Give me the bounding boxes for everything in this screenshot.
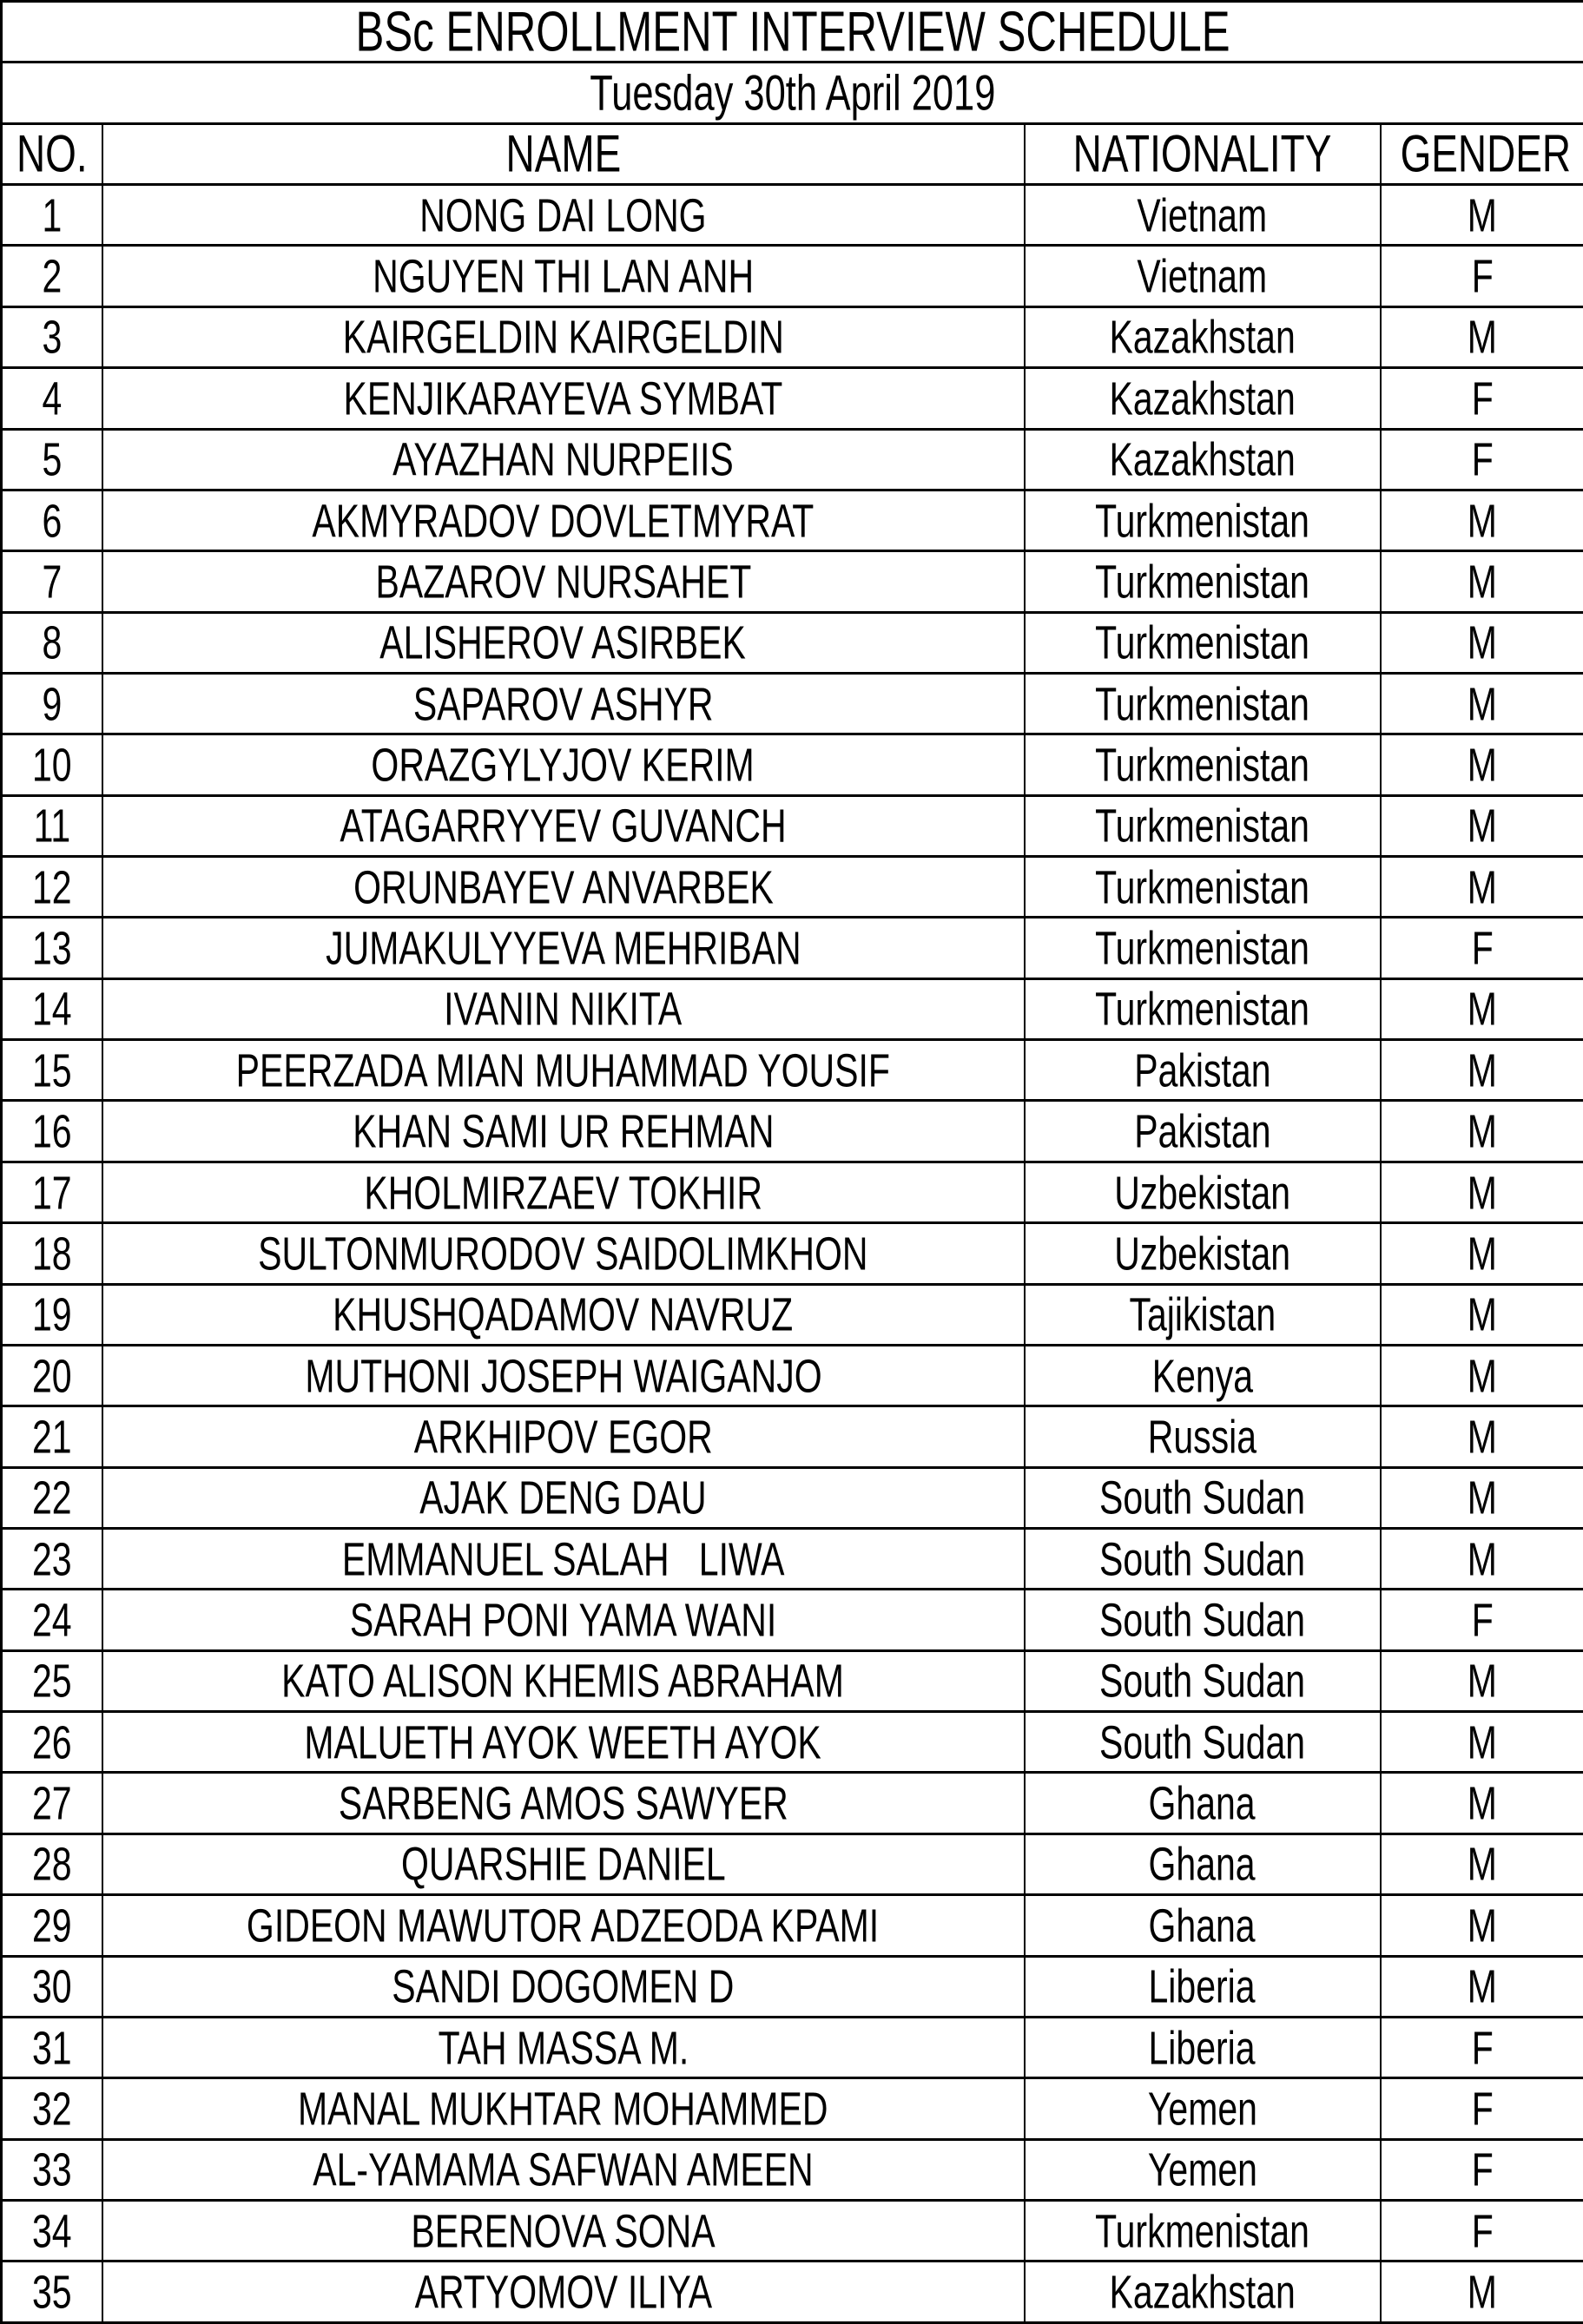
gender-cell: F <box>1381 1590 1583 1650</box>
table-row <box>2 2261 1583 2323</box>
table-row <box>2 857 1583 918</box>
schedule-date <box>2 63 1583 123</box>
page-title-text: BSc ENROLLMENT INTERVIEW SCHEDULE <box>355 1 1230 63</box>
schedule-date-text: Tuesday 30th April 2019 <box>590 65 996 121</box>
nationality-cell: South Sudan <box>1025 1467 1381 1528</box>
gender-cell: M <box>1381 795 1583 856</box>
no-cell: 31 <box>2 2017 102 2077</box>
gender-cell: M <box>1381 857 1583 918</box>
nationality-cell: Kenya <box>1025 1345 1381 1406</box>
nationality-cell: Ghana <box>1025 1895 1381 1956</box>
gender-cell: F <box>1381 246 1583 306</box>
nationality-cell: Uzbekistan <box>1025 1162 1381 1222</box>
name-cell: GIDEON MAWUTOR ADZEODA KPAMI <box>102 1895 1025 1956</box>
table-row <box>2 1040 1583 1101</box>
gender-cell: M <box>1381 185 1583 246</box>
gender-cell: M <box>1381 551 1583 612</box>
table-row <box>2 368 1583 429</box>
table-row <box>2 1528 1583 1589</box>
nationality-cell: Pakistan <box>1025 1101 1381 1162</box>
nationality-cell: Turkmenistan <box>1025 551 1381 612</box>
table-row <box>2 1284 1583 1345</box>
gender-cell: F <box>1381 429 1583 490</box>
no-cell: 14 <box>2 978 102 1039</box>
nationality-cell: Kazakhstan <box>1025 306 1381 367</box>
name-cell: ARKHIPOV EGOR <box>102 1406 1025 1467</box>
gender-cell: F <box>1381 2017 1583 2077</box>
no-cell: 25 <box>2 1650 102 1711</box>
no-cell: 11 <box>2 795 102 856</box>
table-row <box>2 490 1583 550</box>
no-cell: 12 <box>2 857 102 918</box>
name-cell: ARTYOMOV ILIYA <box>102 2261 1025 2323</box>
nationality-cell: Russia <box>1025 1406 1381 1467</box>
name-cell: AL-YAMAMA SAFWAN AMEEN <box>102 2139 1025 2200</box>
no-cell: 4 <box>2 368 102 429</box>
name-cell: KAIRGELDIN KAIRGELDIN <box>102 306 1025 367</box>
name-cell: ATAGARRYYEV GUVANCH <box>102 795 1025 856</box>
table-row <box>2 2139 1583 2200</box>
name-cell: BAZAROV NURSAHET <box>102 551 1025 612</box>
table-row <box>2 978 1583 1039</box>
gender-cell: F <box>1381 918 1583 978</box>
table-row <box>2 1101 1583 1162</box>
nationality-cell: South Sudan <box>1025 1650 1381 1711</box>
gender-cell: M <box>1381 673 1583 734</box>
name-cell: AYAZHAN NURPEIIS <box>102 429 1025 490</box>
table-row <box>2 185 1583 246</box>
gender-cell: F <box>1381 2078 1583 2139</box>
table-row <box>2 1895 1583 1956</box>
no-cell: 24 <box>2 1590 102 1650</box>
name-cell: EMMANUEL SALAH LIWA <box>102 1528 1025 1589</box>
gender-cell: M <box>1381 1101 1583 1162</box>
name-cell: ORAZGYLYJOV KERIM <box>102 734 1025 795</box>
name-cell: KATO ALISON KHEMIS ABRAHAM <box>102 1650 1025 1711</box>
gender-cell: M <box>1381 1712 1583 1773</box>
gender-cell: M <box>1381 1956 1583 2017</box>
no-cell: 35 <box>2 2261 102 2323</box>
gender-cell: M <box>1381 978 1583 1039</box>
table-row <box>2 1773 1583 1834</box>
no-cell: 32 <box>2 2078 102 2139</box>
nationality-cell: Liberia <box>1025 2017 1381 2077</box>
no-cell: 8 <box>2 612 102 673</box>
no-cell: 30 <box>2 1956 102 2017</box>
gender-cell: M <box>1381 1406 1583 1467</box>
nationality-cell: Turkmenistan <box>1025 857 1381 918</box>
nationality-cell: South Sudan <box>1025 1712 1381 1773</box>
nationality-cell: Turkmenistan <box>1025 918 1381 978</box>
no-cell: 9 <box>2 673 102 734</box>
nationality-cell: Turkmenistan <box>1025 612 1381 673</box>
table-row <box>2 1712 1583 1773</box>
gender-cell: M <box>1381 1834 1583 1894</box>
no-cell: 29 <box>2 1895 102 1956</box>
name-cell: PEERZADA MIAN MUHAMMAD YOUSIF <box>102 1040 1025 1101</box>
table-row <box>2 429 1583 490</box>
gender-cell: M <box>1381 1895 1583 1956</box>
gender-cell: M <box>1381 612 1583 673</box>
table-row <box>2 1956 1583 2017</box>
no-cell: 21 <box>2 1406 102 1467</box>
name-cell: SARAH PONI YAMA WANI <box>102 1590 1025 1650</box>
no-cell: 10 <box>2 734 102 795</box>
no-cell: 7 <box>2 551 102 612</box>
table-row <box>2 2200 1583 2261</box>
name-cell: NGUYEN THI LAN ANH <box>102 246 1025 306</box>
nationality-cell: Uzbekistan <box>1025 1223 1381 1284</box>
table-row <box>2 795 1583 856</box>
no-cell: 22 <box>2 1467 102 1528</box>
name-cell: IVANIN NIKITA <box>102 978 1025 1039</box>
gender-cell: F <box>1381 2200 1583 2261</box>
name-cell: SULTONMURODOV SAIDOLIMKHON <box>102 1223 1025 1284</box>
nationality-cell: Turkmenistan <box>1025 978 1381 1039</box>
no-cell: 3 <box>2 306 102 367</box>
gender-cell: M <box>1381 1650 1583 1711</box>
nationality-cell: South Sudan <box>1025 1528 1381 1589</box>
nationality-cell: Turkmenistan <box>1025 734 1381 795</box>
gender-cell: M <box>1381 306 1583 367</box>
nationality-cell: Pakistan <box>1025 1040 1381 1101</box>
table-row <box>2 673 1583 734</box>
no-cell: 23 <box>2 1528 102 1589</box>
col-header-name: NAME <box>102 123 1025 184</box>
table-row <box>2 306 1583 367</box>
col-header-nationality: NATIONALITY <box>1025 123 1381 184</box>
no-cell: 1 <box>2 185 102 246</box>
nationality-cell: Kazakhstan <box>1025 429 1381 490</box>
name-cell: JUMAKULYYEVA MEHRIBAN <box>102 918 1025 978</box>
nationality-cell: Turkmenistan <box>1025 795 1381 856</box>
nationality-cell: South Sudan <box>1025 1590 1381 1650</box>
no-cell: 17 <box>2 1162 102 1222</box>
title-row <box>2 2 1583 63</box>
col-header-no: NO. <box>2 123 102 184</box>
no-cell: 27 <box>2 1773 102 1834</box>
name-cell: BERENOVA SONA <box>102 2200 1025 2261</box>
col-header-gender: GENDER <box>1381 123 1583 184</box>
nationality-cell: Vietnam <box>1025 185 1381 246</box>
name-cell: SANDI DOGOMEN D <box>102 1956 1025 2017</box>
table-row <box>2 1650 1583 1711</box>
name-cell: SARBENG AMOS SAWYER <box>102 1773 1025 1834</box>
name-cell: KHAN SAMI UR REHMAN <box>102 1101 1025 1162</box>
table-row <box>2 2078 1583 2139</box>
nationality-cell: Turkmenistan <box>1025 2200 1381 2261</box>
table-row <box>2 1467 1583 1528</box>
name-cell: KHUSHQADAMOV NAVRUZ <box>102 1284 1025 1345</box>
nationality-cell: Turkmenistan <box>1025 673 1381 734</box>
no-cell: 19 <box>2 1284 102 1345</box>
nationality-cell: Liberia <box>1025 1956 1381 2017</box>
no-cell: 33 <box>2 2139 102 2200</box>
header-row <box>2 123 1583 184</box>
table-row <box>2 1162 1583 1222</box>
name-cell: TAH MASSA M. <box>102 2017 1025 2077</box>
gender-cell: M <box>1381 734 1583 795</box>
name-cell: AJAK DENG DAU <box>102 1467 1025 1528</box>
table-row <box>2 612 1583 673</box>
name-cell: MUTHONI JOSEPH WAIGANJO <box>102 1345 1025 1406</box>
gender-cell: M <box>1381 2261 1583 2323</box>
gender-cell: M <box>1381 1528 1583 1589</box>
table-row <box>2 2017 1583 2077</box>
table-row <box>2 1223 1583 1284</box>
table-row <box>2 246 1583 306</box>
gender-cell: M <box>1381 1040 1583 1101</box>
nationality-cell: Tajikistan <box>1025 1284 1381 1345</box>
table-row <box>2 1406 1583 1467</box>
table-row <box>2 918 1583 978</box>
name-cell: ORUNBAYEV ANVARBEK <box>102 857 1025 918</box>
no-cell: 6 <box>2 490 102 550</box>
name-cell: AKMYRADOV DOVLETMYRAT <box>102 490 1025 550</box>
table-row <box>2 551 1583 612</box>
no-cell: 16 <box>2 1101 102 1162</box>
nationality-cell: Yemen <box>1025 2139 1381 2200</box>
no-cell: 2 <box>2 246 102 306</box>
nationality-cell: Ghana <box>1025 1773 1381 1834</box>
nationality-cell: Yemen <box>1025 2078 1381 2139</box>
gender-cell: M <box>1381 1223 1583 1284</box>
gender-cell: M <box>1381 490 1583 550</box>
gender-cell: F <box>1381 2139 1583 2200</box>
no-cell: 5 <box>2 429 102 490</box>
page-title <box>2 2 1583 63</box>
name-cell: MALUETH AYOK WEETH AYOK <box>102 1712 1025 1773</box>
name-cell: ALISHEROV ASIRBEK <box>102 612 1025 673</box>
name-cell: KHOLMIRZAEV TOKHIR <box>102 1162 1025 1222</box>
no-cell: 20 <box>2 1345 102 1406</box>
date-row <box>2 63 1583 123</box>
table-row <box>2 1345 1583 1406</box>
no-cell: 34 <box>2 2200 102 2261</box>
gender-cell: M <box>1381 1162 1583 1222</box>
table-row <box>2 1590 1583 1650</box>
no-cell: 26 <box>2 1712 102 1773</box>
gender-cell: M <box>1381 1284 1583 1345</box>
no-cell: 18 <box>2 1223 102 1284</box>
gender-cell: M <box>1381 1345 1583 1406</box>
nationality-cell: Kazakhstan <box>1025 368 1381 429</box>
name-cell: SAPAROV ASHYR <box>102 673 1025 734</box>
gender-cell: F <box>1381 368 1583 429</box>
name-cell: MANAL MUKHTAR MOHAMMED <box>102 2078 1025 2139</box>
nationality-cell: Turkmenistan <box>1025 490 1381 550</box>
nationality-cell: Kazakhstan <box>1025 2261 1381 2323</box>
name-cell: KENJIKARAYEVA SYMBAT <box>102 368 1025 429</box>
no-cell: 28 <box>2 1834 102 1894</box>
name-cell: QUARSHIE DANIEL <box>102 1834 1025 1894</box>
table-row <box>2 734 1583 795</box>
nationality-cell: Ghana <box>1025 1834 1381 1894</box>
no-cell: 15 <box>2 1040 102 1101</box>
gender-cell: M <box>1381 1467 1583 1528</box>
nationality-cell: Vietnam <box>1025 246 1381 306</box>
name-cell: NONG DAI LONG <box>102 185 1025 246</box>
no-cell: 13 <box>2 918 102 978</box>
table-row <box>2 1834 1583 1894</box>
gender-cell: M <box>1381 1773 1583 1834</box>
